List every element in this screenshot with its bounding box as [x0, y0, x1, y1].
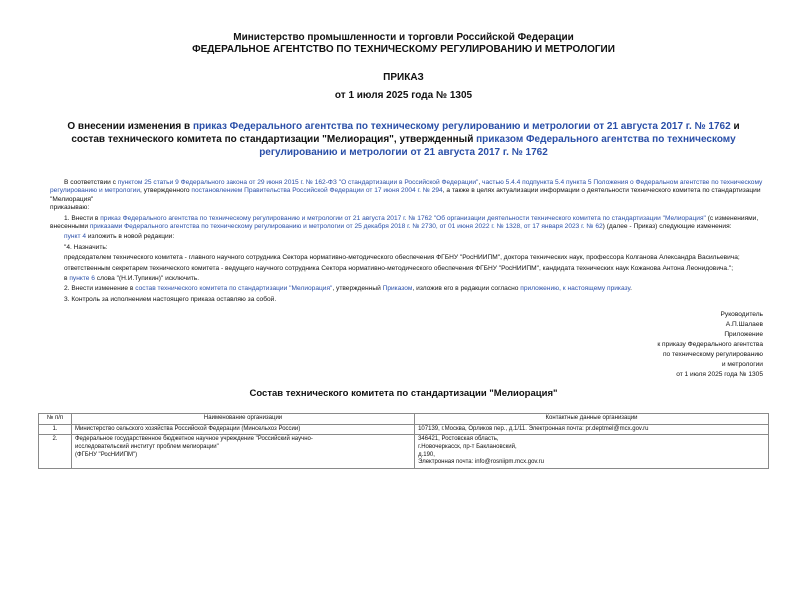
item2-text-2: , утвержденный [332, 285, 383, 293]
paragraph-item-2 [50, 285, 763, 293]
table-row [39, 435, 769, 468]
table-row [39, 424, 769, 435]
link-federal-law[interactable]: пунктом 25 статьи 9 Федерального закона от 29 июня 2015 г. № 162-ФЗ "О стандартизации в Российской Федерации" [117, 179, 479, 186]
link-point-4[interactable]: пункт 4 [64, 233, 86, 241]
link-order[interactable]: Приказом [382, 285, 413, 293]
table-header-row [39, 414, 769, 425]
paragraph-item-1 [50, 215, 763, 232]
item1-text-1: 1. Внести в [64, 214, 101, 222]
header-organization: Наименование организации [72, 414, 415, 425]
document-body [38, 179, 769, 304]
document-date-number: от 1 июля 2025 года № 1305 [334, 90, 473, 101]
link-government-decree[interactable]: постановлением Правительства Российской Федерации от 17 июня 2004 г. № 294 [191, 187, 443, 195]
paragraph-point-6 [50, 275, 763, 283]
point4-text: изложить в новой редакции: [86, 233, 175, 241]
item2-text-1: 2. Внести изменение в [64, 285, 136, 293]
row-contacts: 346421, Ростовская область, г.Новочеркасск, пр-т Баклановский, д.190, Электронная почта: info@rosniipm.mcx.gov.ru [415, 435, 769, 468]
row-number: 2. [39, 435, 72, 468]
appendix-line-2: к приказу Федерального агентства [657, 341, 763, 349]
link-appendix[interactable]: приложению, к настоящему приказу [520, 285, 631, 293]
header-number: № п/п [39, 414, 72, 425]
row-organization: Министерство сельского хозяйства Российской Федерации (Минсельхоз России) [72, 424, 415, 435]
signature-role: Руководитель [720, 311, 763, 319]
composition-table [38, 413, 769, 469]
item1-text-3: ) (далее - Приказ) следующие изменения: [602, 223, 732, 231]
composition-title: Состав технического комитета по стандартизации "Мелиорация" [249, 388, 558, 400]
row-organization: Федеральное государственное бюджетное научное учреждение "Российский научно- исследовательский институт проблем мелиорации" (ФГБНУ "РосНИИПМ") [72, 435, 415, 468]
header-contacts: Контактные данные организации [415, 414, 769, 425]
preamble-text-3: , утвержденного [140, 187, 192, 195]
point6-text-2: слова "(Н.И.Тупикин)" исключить. [94, 275, 200, 283]
title-link-order-2[interactable]: приказом Федерального агентства по техническому регулированию и метрологии от 21 августа 2017 г. № 1762 [259, 134, 736, 158]
appendix-label: Приложение [724, 331, 763, 339]
preamble-text-4: , а также в целях актуализации информации о деятельности технического комитета по стандартизации "Мелиорация" [50, 187, 761, 203]
link-committee-composition[interactable]: состав технического комитета по стандартизации "Мелиорация" [135, 285, 333, 293]
paragraph-point-4 [50, 233, 763, 241]
signature-name: А.П.Шалаев [725, 321, 763, 329]
paragraph-item-3: 3. Контроль за исполнением настоящего приказа оставляю за собой. [64, 295, 277, 303]
preamble-text-2: , [478, 179, 483, 186]
document-title [50, 120, 757, 159]
item2-text-3: , изложив его в редакции согласно [412, 285, 521, 293]
signature-appendix-block [38, 310, 769, 380]
paragraph-chairman: председателем технического комитета - главного научного сотрудника Сектора нормативно-методического обеспечения ФГБНУ "РосНИИПМ", доктора технических наук, профессора Колганова Александра Васильевича; [64, 254, 740, 262]
paragraph-appoint: "4. Назначить: [64, 243, 108, 251]
title-link-order[interactable]: приказ Федерального агентства по техническому регулированию и метрологии от 21 августа 2017 г. № 1762 [192, 121, 731, 132]
link-order-1762[interactable]: приказ Федерального агентства по техническому регулированию и метрологии от 21 августа 2017 г. № 1762 "Об организации деятельности технического комитета по стандартизации "Мелиорация" [100, 214, 706, 222]
title-text-2: и состав технического комитета по стандартизации "Мелиорация", утвержденный [71, 121, 740, 145]
row-contacts: 107139, г.Москва, Орликов пер., д.1/11. Электронная почта: pr.deptmel@mcx.gov.ru [415, 424, 769, 435]
title-text-1: О внесении изменения в [67, 121, 193, 132]
link-regulation[interactable]: частью 5.4.4 подпункта 5.4 пункта 5 Положения о Федеральном агентстве по техническому регулированию и метрологии [50, 179, 763, 195]
document-page [0, 32, 807, 603]
ministry-name: Министерство промышленности и торговли Российской Федерации [233, 32, 574, 43]
item2-text-4: . [630, 285, 632, 293]
item1-text-2: (с изменениями, внесенными [50, 214, 759, 231]
appendix-line-5: от 1 июля 2025 года № 1305 [676, 371, 763, 379]
paragraph-secretary: ответственным секретарем технического комитета - ведущего научного сотрудника Сектора нормативно-методического обеспечения ФГБНУ "РосНИИПМ", кандидата технических наук Кожанова Антона Леонидовича."; [64, 264, 734, 272]
paragraph-preamble [50, 179, 763, 204]
document-type: ПРИКАЗ [383, 72, 424, 83]
row-number: 1. [39, 424, 72, 435]
appendix-line-3: по техническому регулированию [662, 351, 763, 359]
link-point-6[interactable]: пункте 6 [69, 275, 95, 283]
link-amending-orders[interactable]: приказами Федерального агентства по техническому регулированию и метрологии от 25 декабря 2018 г. № 2730, от 01 июня 2022 г. № 1328, от 17 января 2023 г. № 62 [89, 223, 603, 231]
preamble-text-1: В соответствии с [64, 179, 118, 186]
appendix-line-4: и метрологии [721, 361, 763, 369]
agency-name: ФЕДЕРАЛЬНОЕ АГЕНТСТВО ПО ТЕХНИЧЕСКОМУ РЕГУЛИРОВАНИЮ И МЕТРОЛОГИИ [192, 44, 615, 55]
paragraph-order: приказываю: [50, 204, 90, 212]
point6-text-1: в [64, 275, 70, 283]
